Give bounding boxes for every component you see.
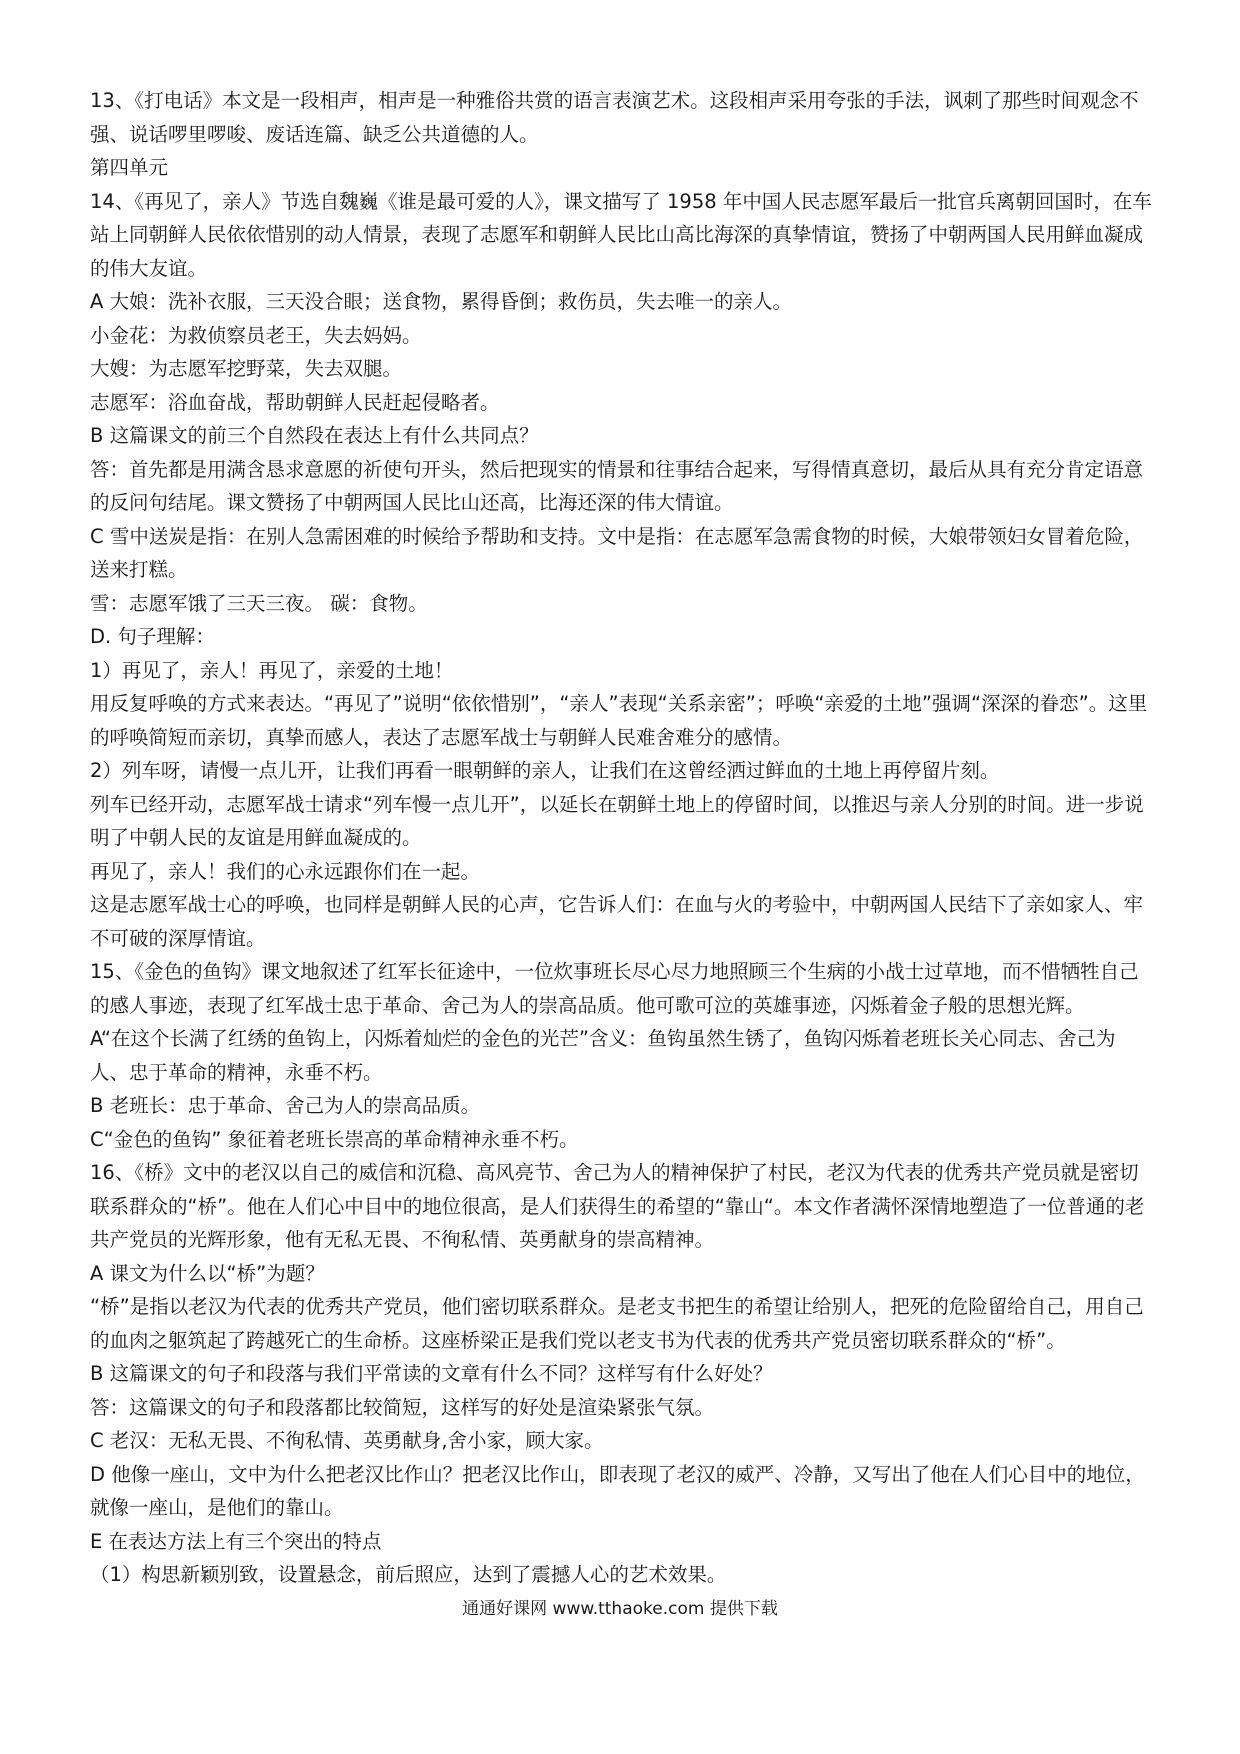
paragraph-14-a-volunteers: 志愿军：浴血奋战，帮助朝鲜人民赶起侵略者。: [90, 390, 500, 414]
paragraph-14-d-1-explain: 用反复呼唤的方式来表达。“再见了”说明“依依惜别”，“亲人”表现“关系亲密”；呼唤“亲爱的土地”强调“深深的眷恋”。这里的呼唤简短而亲切，真挚而感人，表达了志愿军战士与朝鲜人民难舍难分的感情。: [90, 692, 1148, 749]
paragraph-14-d-3-explain: 这是志愿军战士心的呼唤，也同样是朝鲜人民的心声，它告诉人们：在血与火的考验中，中朝两国人民结下了亲如家人、牢不可破的深厚情谊。: [90, 893, 1144, 950]
paragraph-14-d-1: 1）再见了，亲人！再见了，亲爱的土地！: [90, 658, 454, 682]
paragraph-14-a-jinhua: 小金花：为救侦察员老王，失去妈妈。: [90, 323, 422, 347]
paragraph-14-d-heading: D. 句子理解：: [90, 625, 215, 648]
document-body: [90, 84, 1152, 1592]
paragraph-16-c: C 老汉：无私无畏、不徇私情、英勇献身,舍小家，顾大家。: [90, 1429, 604, 1452]
paragraph-16-e-1: （1）构思新颖别致，设置悬念，前后照应，达到了震撼人心的艺术效果。: [90, 1563, 727, 1586]
paragraph-14-d-3: 再见了，亲人！我们的心永远跟你们在一起。: [90, 859, 481, 883]
unit-heading-4: 第四单元: [90, 156, 169, 179]
paragraph-16-b-question: B 这篇课文的句子和段落与我们平常读的文章有什么不同？这样写有什么好处？: [90, 1362, 773, 1385]
paragraph-15-b: B 老班长：忠于革命、舍己为人的崇高品质。: [90, 1094, 481, 1117]
paragraph-15-c: C“金色的鱼钩” 象征着老班长崇高的革命精神永垂不朽。: [90, 1127, 579, 1151]
paragraph-16-a-question: A 课文为什么以“桥”为题？: [90, 1261, 325, 1285]
paragraph-14-b-answer: 答：首先都是用满含恳求意愿的祈使句开头，然后把现实的情景和往事结合起来，写得情真意切，最后从具有充分肯定语意的反问句结尾。课文赞扬了中朝两国人民比山还高，比海还深的伟大情谊。: [90, 457, 1144, 514]
paragraph-lesson-14: 14、《再见了，亲人》节选自魏巍《谁是最可爱的人》，课文描写了 1958 年中国人民志愿军最后一批官兵离朝回国时，在车站上同朝鲜人民依依惜别的动人情景，表现了志愿军和朝鲜人民比山高比海深的真挚情谊，赞扬了中朝两国人民用鲜血凝成的伟大友谊。: [90, 189, 1152, 280]
paragraph-14-d-2-explain: 列车已经开动，志愿军战士请求“列车慢一点儿开”，以延长在朝鲜土地上的停留时间，以推迟与亲人分别的时间。进一步说明了中朝人民的友谊是用鲜血凝成的。: [90, 792, 1144, 849]
paragraph-lesson-16: 16、《桥》文中的老汉以自己的威信和沉稳、高风亮节、舍己为人的精神保护了村民，老汉为代表的优秀共产党员就是密切联系群众的“桥”。他在人们心中目中的地位很高，是人们获得生的希望的“靠山“。本文作者满怀深情地塑造了一位普通的老共产党员的光辉形象，他有无私无畏、不徇私情、英勇献身的崇高精神。: [90, 1161, 1145, 1251]
paragraph-16-d: D 他像一座山，文中为什么把老汉比作山？把老汉比作山，即表现了老汉的威严、冷静，又写出了他在人们心目中的地位，就像一座山，是他们的靠山。: [90, 1462, 1145, 1519]
paragraph-14-b-question: B 这篇课文的前三个自然段在表达上有什么共同点？: [90, 424, 539, 447]
paragraph-16-b-answer: 答：这篇课文的句子和段落都比较简短，这样写的好处是渲染紧张气氛。: [90, 1395, 715, 1419]
paragraph-16-e: E 在表达方法上有三个突出的特点: [90, 1529, 382, 1553]
paragraph-16-a-answer: “桥”是指以老汉为代表的优秀共产党员，他们密切联系群众。是老支书把生的希望让给别人，把死的危险留给自己，用自己的血肉之躯筑起了跨越死亡的生命桥。这座桥梁正是我们党以老支书为代表的优秀共产党员密切联系群众的“桥”。: [90, 1295, 1144, 1352]
paragraph-15-a: A“在这个长满了红绣的鱼钩上，闪烁着灿烂的金色的光芒”含义：鱼钩虽然生锈了，鱼钩闪烁着老班长关心同志、舍己为人、忠于革命的精神，永垂不朽。: [90, 1027, 1116, 1084]
paragraph-14-c: C 雪中送炭是指：在别人急需困难的时候给予帮助和支持。文中是指：在志愿军急需食物的时候，大娘带领妇女冒着危险，送来打糕。: [90, 524, 1144, 581]
paragraph-lesson-13: 13、《打电话》本文是一段相声，相声是一种雅俗共赏的语言表演艺术。这段相声采用夸张的手法，讽刺了那些时间观念不强、说话啰里啰唆、废话连篇、缺乏公共道德的人。: [90, 89, 1139, 146]
paragraph-14-c-snow: 雪：志愿军饿了三天三夜。 碳：食物。: [90, 591, 428, 615]
paragraph-lesson-15: 15、《金色的鱼钩》课文地叙述了红军长征途中，一位炊事班长尽心尽力地照顾三个生病的小战士过草地，而不惜牺牲自己的感人事迹，表现了红军战士忠于革命、舍己为人的崇高品质。他可歌可泣的英雄事迹，闪烁着金子般的思想光辉。: [90, 960, 1139, 1017]
paragraph-14-a-dasao: 大嫂：为志愿军挖野菜，失去双腿。: [90, 357, 403, 380]
paragraph-14-d-2: 2）列车呀，请慢一点儿开，让我们再看一眼朝鲜的亲人，让我们在这曾经洒过鲜血的土地上再停留片刻。: [90, 759, 1000, 782]
paragraph-14-a: A 大娘：洗补衣服，三天没合眼；送食物，累得昏倒；救伤员，失去唯一的亲人。: [90, 290, 793, 313]
page-footer: 通通好课网 www.tthaoke.com 提供下载: [462, 1599, 778, 1619]
